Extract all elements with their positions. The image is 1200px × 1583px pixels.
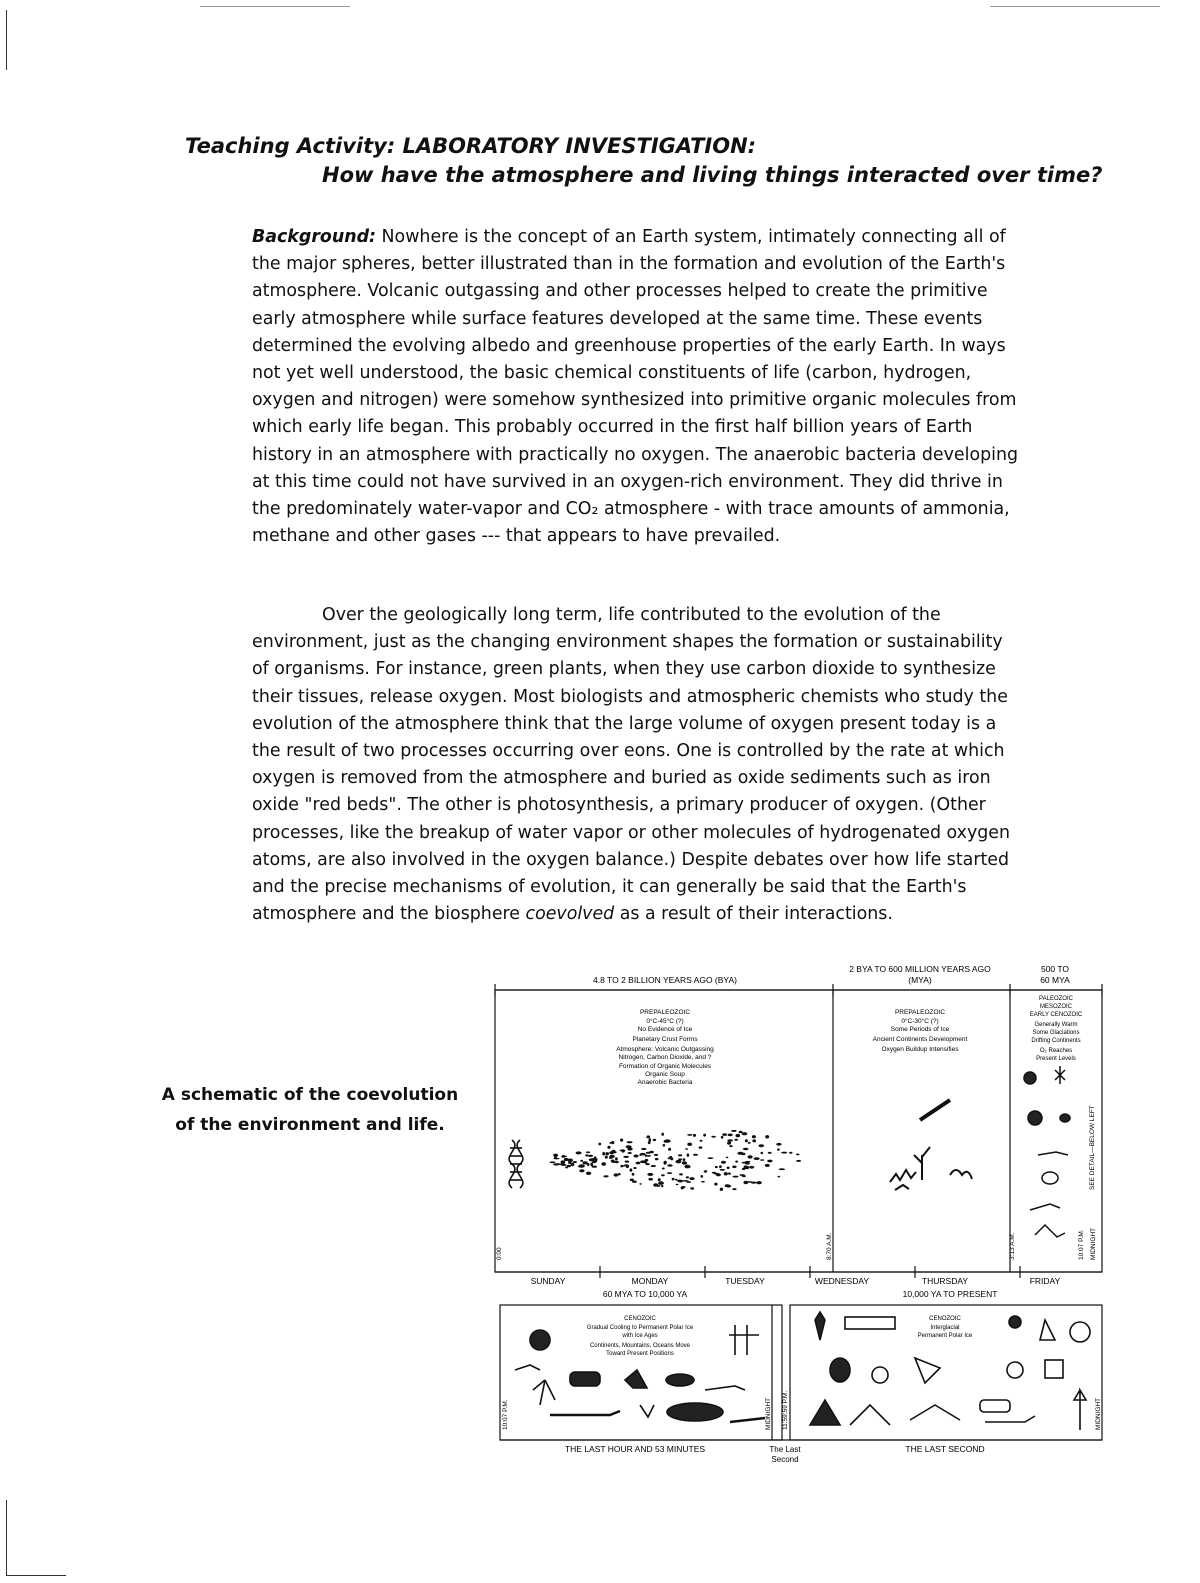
bacterium-dot bbox=[611, 1150, 615, 1153]
bl-time-left: 10:07 P.M. bbox=[502, 1399, 509, 1430]
bacterium-dot bbox=[735, 1161, 738, 1163]
bacterium-dot bbox=[732, 1166, 736, 1169]
bacterium-dot bbox=[641, 1148, 647, 1150]
bl-line-2: with Ice Ages bbox=[622, 1333, 658, 1339]
bacterium-dot bbox=[699, 1146, 703, 1148]
bacterium-dot bbox=[681, 1186, 684, 1189]
bacterium-dot bbox=[759, 1144, 765, 1147]
bacterium-dot bbox=[721, 1161, 726, 1164]
bacterium-dot bbox=[732, 1188, 736, 1190]
bacterium-dot bbox=[745, 1139, 748, 1142]
bacterium-dot bbox=[628, 1152, 632, 1154]
coevolution-paragraph bbox=[252, 602, 1022, 928]
bacterium-dot bbox=[661, 1185, 663, 1187]
bacterium-dot bbox=[687, 1143, 692, 1146]
bacterium-dot bbox=[704, 1170, 708, 1173]
bacterium-dot bbox=[728, 1172, 731, 1174]
bacterium-dot bbox=[654, 1154, 658, 1156]
bottom-right-footer: THE LAST SECOND bbox=[905, 1444, 985, 1454]
bacterium-dot bbox=[779, 1168, 785, 1170]
bacterium-dot bbox=[756, 1181, 762, 1184]
bacterium-dot bbox=[720, 1169, 726, 1171]
bacterium-dot bbox=[745, 1161, 750, 1163]
background-lead: Background: bbox=[252, 227, 377, 247]
bottom-right-header: 10,000 YA TO PRESENT bbox=[902, 1289, 998, 1299]
bacterium-dot bbox=[602, 1152, 605, 1156]
time-midnight: MIDNIGHT bbox=[1090, 1227, 1097, 1260]
bacterium-dot bbox=[649, 1138, 652, 1141]
panel1-line-3: Planetary Crust Forms bbox=[632, 1036, 698, 1043]
bacterium-dot bbox=[627, 1147, 632, 1150]
bacterium-dot bbox=[576, 1151, 582, 1154]
bacterium-dot bbox=[636, 1162, 641, 1165]
bacterium-dot bbox=[615, 1161, 618, 1163]
time-870: 8:70 A.M. bbox=[826, 1232, 833, 1260]
panel2-line-1: 0°C-30°C (?) bbox=[901, 1018, 939, 1025]
dna-helix-icon bbox=[509, 1140, 523, 1188]
bacterium-dot bbox=[664, 1161, 667, 1164]
bacterium-dot bbox=[682, 1180, 688, 1182]
panel1-line-5: Nitrogen, Carbon Dioxide, and ? bbox=[618, 1054, 712, 1061]
bacterium-dot bbox=[609, 1142, 612, 1144]
bacterium-dot bbox=[633, 1155, 638, 1158]
panel3-line-5: Drifting Continents bbox=[1031, 1038, 1081, 1044]
panel3-line-1: MESOZOIC bbox=[1039, 1004, 1073, 1010]
bacterium-dot bbox=[609, 1155, 615, 1158]
bacterium-dot bbox=[562, 1164, 566, 1166]
bacterium-dot bbox=[639, 1183, 641, 1185]
bacterium-dot bbox=[579, 1169, 584, 1172]
bacterium-dot bbox=[683, 1158, 686, 1161]
bacterium-dot bbox=[594, 1166, 597, 1168]
bacterium-dot bbox=[585, 1154, 588, 1156]
bacterium-dot bbox=[736, 1134, 741, 1137]
time-313: 3:13 A.M. bbox=[1009, 1232, 1016, 1260]
day-4: THURSDAY bbox=[921, 1276, 969, 1286]
day-1: MONDAY bbox=[631, 1276, 669, 1286]
bacterium-dot bbox=[739, 1131, 743, 1134]
bacterium-dot bbox=[588, 1155, 593, 1157]
caption-line-1: A schematic of the coevolution bbox=[161, 1085, 459, 1105]
bacterium-dot bbox=[556, 1163, 561, 1165]
bacterium-dot bbox=[744, 1165, 748, 1169]
bacterium-dot bbox=[614, 1173, 619, 1176]
title-line-1: Teaching Activity: LABORATORY INVESTIGATION: bbox=[185, 134, 757, 158]
bacterium-dot bbox=[760, 1159, 764, 1161]
day-0: SUNDAY bbox=[530, 1276, 566, 1286]
bacterium-dot bbox=[752, 1139, 756, 1142]
bacterium-dot bbox=[678, 1154, 682, 1156]
bacterium-dot bbox=[748, 1142, 751, 1144]
panel1-line-1: 0°C-45°C (?) bbox=[646, 1018, 684, 1025]
bacterium-dot bbox=[732, 1176, 738, 1178]
bottom-right-text bbox=[918, 1316, 973, 1339]
bacterium-dot bbox=[777, 1176, 780, 1178]
bacterium-dot bbox=[743, 1181, 748, 1185]
bacterium-dot bbox=[777, 1149, 780, 1151]
bacterium-dot bbox=[571, 1163, 575, 1166]
bl-line-1: Gradual Cooling to Permanent Polar Ice bbox=[586, 1325, 694, 1331]
bacterium-dot bbox=[644, 1160, 647, 1163]
bl-line-3: Continents, Mountains, Oceans Move bbox=[589, 1343, 691, 1349]
panel1-line-0: PREPALEOZOIC bbox=[639, 1009, 691, 1016]
day-2: TUESDAY bbox=[725, 1276, 765, 1286]
br-time-right: MIDNIGHT bbox=[1095, 1397, 1102, 1430]
bacterium-dot bbox=[714, 1183, 717, 1186]
bacterium-dot bbox=[765, 1164, 770, 1167]
panel3-line-3: Generally Warm bbox=[1034, 1022, 1078, 1028]
bacterium-dot bbox=[796, 1154, 799, 1156]
panel-3-text bbox=[1030, 996, 1083, 1062]
bacterium-dot bbox=[639, 1154, 642, 1156]
bacterium-dot bbox=[754, 1157, 760, 1160]
caption-line-2: of the environment and life. bbox=[175, 1115, 445, 1135]
bacterium-dot bbox=[693, 1154, 698, 1156]
bacterium-dot bbox=[646, 1135, 650, 1138]
bacterium-dot bbox=[553, 1158, 559, 1160]
bacterium-dot bbox=[693, 1134, 696, 1137]
bacterium-dot bbox=[561, 1160, 566, 1163]
bacterium-dot bbox=[662, 1168, 665, 1170]
bacterium-dot bbox=[742, 1132, 748, 1135]
paragraph2-before: Over the geologically long term, life contributed to the evolution of the environment, just as the changing environment shapes the formation or sustainability of organisms. For instance, green plants, when they use carbon dioxide to synthesize their tissues, release oxygen. Most biologists and atmospheric chemists who study the evolution of the atmosphere think that the large volume of oxygen present today is a the result of two processes occurring over eons. One is controlled by the rate at which oxygen is removed from the atmosphere and buried as oxide sediments such as iron oxide "red beds". The other is photosynthesis, a primary producer of oxygen. (Other processes, like the breakup of water vapor or other molecules of hydrogenated oxygen atoms, are also involved in the oxygen balance.) Despite debates over how life started and the precise mechanisms of evolution, it can generally be said that the Earth's atmosphere and the biosphere bbox=[252, 605, 1011, 925]
seaweed-icon bbox=[890, 1100, 972, 1190]
panel3-line-2: EARLY CENOZOIC bbox=[1029, 1012, 1083, 1018]
background-paragraph bbox=[252, 224, 1022, 550]
bacterium-dot bbox=[721, 1136, 724, 1139]
coevolution-schematic bbox=[490, 960, 1105, 1480]
panel3-line-0: PALEOZOIC bbox=[1039, 996, 1073, 1002]
panel2-line-3: Ancient Continents Development bbox=[872, 1036, 968, 1043]
bacterium-dot bbox=[565, 1166, 568, 1168]
panel-1-text bbox=[616, 1009, 714, 1086]
bacterium-dot bbox=[668, 1148, 671, 1151]
bottom-left-header: 60 MYA TO 10,000 YA bbox=[602, 1289, 688, 1299]
bacterium-dot bbox=[726, 1157, 729, 1159]
bacterium-dot bbox=[727, 1167, 730, 1170]
bl-time-right: MIDNIGHT bbox=[765, 1397, 772, 1430]
bacterium-dot bbox=[667, 1172, 672, 1174]
panel1-line-8: Anaerobic Bacteria bbox=[637, 1079, 693, 1086]
panel-2-text bbox=[873, 1009, 968, 1053]
bacterium-dot bbox=[582, 1161, 587, 1163]
bacterium-dot bbox=[739, 1174, 744, 1176]
bm-time: 11:59:59 P.M. bbox=[782, 1390, 789, 1430]
bacterium-dot bbox=[743, 1148, 749, 1150]
bacterium-dot bbox=[587, 1163, 589, 1166]
bacterium-dot bbox=[789, 1152, 792, 1154]
bacterium-dot bbox=[675, 1179, 678, 1181]
top-header-mid-1: 2 BYA TO 600 MILLION YEARS AGO bbox=[849, 964, 991, 974]
panel1-line-6: Formation of Organic Molecules bbox=[618, 1063, 712, 1070]
bacterium-dot bbox=[678, 1180, 683, 1183]
scan-edge-left bbox=[6, 10, 7, 70]
bacterium-dot bbox=[601, 1162, 606, 1165]
time-1007: 10:07 P.M. bbox=[1078, 1229, 1085, 1260]
bacterium-dot bbox=[765, 1135, 769, 1138]
bacterium-dot bbox=[593, 1159, 597, 1162]
panel1-line-2: No Evidence of Ice bbox=[637, 1026, 693, 1033]
bacterium-dot bbox=[685, 1148, 688, 1150]
bacterium-dot bbox=[752, 1135, 756, 1138]
bacterium-dot bbox=[607, 1146, 610, 1149]
bacterium-dot bbox=[625, 1161, 629, 1163]
bacterium-dot bbox=[720, 1188, 723, 1191]
bl-line-4: Toward Present Positions bbox=[606, 1351, 674, 1357]
panel3-side-note: SEE DETAIL—BELOW LEFT bbox=[1089, 1105, 1096, 1190]
bacterium-dot bbox=[661, 1174, 665, 1176]
bacterium-dot bbox=[620, 1150, 626, 1152]
bacterium-dot bbox=[767, 1160, 772, 1163]
bacterium-dot bbox=[715, 1166, 718, 1168]
panel2-line-2: Some Periods of Ice bbox=[890, 1026, 950, 1033]
bacterium-dot bbox=[727, 1142, 731, 1145]
bacterium-dot bbox=[685, 1165, 688, 1167]
panel3-line-7: Present Levels bbox=[1036, 1056, 1076, 1062]
bacterium-dot bbox=[776, 1143, 781, 1146]
bacterium-dot bbox=[731, 1130, 736, 1132]
bacterium-dot bbox=[651, 1165, 656, 1167]
bacterium-dot bbox=[708, 1157, 714, 1159]
paragraph2-after: as a result of their interactions. bbox=[614, 904, 893, 925]
bacterium-dot bbox=[627, 1141, 633, 1143]
bacterium-dot bbox=[745, 1162, 750, 1164]
bacterium-dot bbox=[646, 1152, 651, 1154]
cenozoic-animals-icon bbox=[515, 1325, 765, 1422]
bacterium-dot bbox=[573, 1161, 577, 1163]
br-line-2: Permanent Polar Ice bbox=[917, 1333, 973, 1339]
bacterium-dot bbox=[568, 1160, 571, 1164]
bacterium-dot bbox=[690, 1187, 694, 1189]
scan-edge-top bbox=[200, 6, 350, 7]
bacterium-dot bbox=[590, 1163, 593, 1166]
bacterium-dot bbox=[630, 1168, 633, 1171]
bacterium-dot bbox=[550, 1161, 556, 1163]
title-line-2: How have the atmosphere and living things interacted over time? bbox=[322, 163, 1103, 187]
bacterium-dot bbox=[605, 1152, 609, 1155]
bacterium-dot bbox=[687, 1153, 690, 1156]
bacterium-dot bbox=[781, 1152, 787, 1154]
background-text: Nowhere is the concept of an Earth system, intimately connecting all of the major spheres, better illustrated than in the formation and evolution of the Earth's atmosphere. Volcanic outgassing and other processes helped to create the primitive early atmosphere while surface features developed at the same time. These events determined the evolving albedo and greenhouse properties of the early Earth. In ways not yet well understood, the basic chemical constituents of life (carbon, hydrogen, oxygen and nitrogen) were somehow synthesized into primitive organic molecules from which early life began. This probably occurred in the first half billion years of Earth history in an atmosphere with practically no oxygen. The anaerobic bacteria developing at this time could not have survived in an oxygen-rich environment. They did thrive in the predominately water-vapor and CO₂ atmosphere - with trace amounts of ammonia, methane and other gases --- that appears to have prevailed. bbox=[252, 227, 1019, 547]
bacterium-dot bbox=[719, 1165, 722, 1168]
bacterium-dot bbox=[725, 1184, 730, 1187]
bacterium-dot bbox=[603, 1175, 608, 1177]
bacterium-dot bbox=[664, 1139, 670, 1142]
bacterium-dot bbox=[670, 1158, 673, 1161]
day-labels bbox=[531, 1276, 1061, 1286]
day-3: WEDNESDAY bbox=[814, 1276, 870, 1286]
bacterium-dot bbox=[578, 1166, 583, 1168]
bacterium-dot bbox=[564, 1158, 569, 1161]
bacterium-dot bbox=[618, 1173, 621, 1175]
top-header-mid-2: (MYA) bbox=[908, 975, 932, 985]
figure-caption bbox=[150, 1080, 470, 1140]
panel2-line-4: Oxygen Buildup Intensifies bbox=[881, 1046, 959, 1053]
time-0000: 0:00 bbox=[496, 1247, 503, 1260]
bacterium-dot bbox=[701, 1181, 705, 1183]
bottom-mid-footer-2: Second bbox=[771, 1455, 799, 1464]
bacterium-dot bbox=[722, 1133, 727, 1136]
bacterium-dot bbox=[598, 1143, 601, 1146]
bacterium-dot bbox=[714, 1173, 719, 1175]
top-header-right-2: 60 MYA bbox=[1040, 975, 1070, 985]
bacterium-dot bbox=[727, 1139, 733, 1141]
bacterium-dot bbox=[734, 1139, 738, 1141]
bacterium-dot bbox=[626, 1165, 630, 1168]
panel2-line-0: PREPALEOZOIC bbox=[894, 1009, 946, 1016]
bacterium-dot bbox=[682, 1161, 687, 1164]
bacterium-dot bbox=[658, 1178, 661, 1181]
bacterium-dot bbox=[633, 1167, 636, 1169]
bacterium-dot bbox=[689, 1177, 694, 1180]
bacterium-dot bbox=[678, 1158, 682, 1160]
panel1-line-7: Organic Soup bbox=[645, 1071, 685, 1078]
top-header-right-1: 500 TO bbox=[1040, 964, 1070, 974]
panel3-line-6: O₂ Reaches bbox=[1039, 1048, 1073, 1054]
bacterium-dot bbox=[620, 1139, 623, 1142]
panel1-line-4: Atmosphere: Volcanic Outgassing bbox=[616, 1046, 714, 1053]
bacterium-dot bbox=[737, 1152, 743, 1155]
bacterium-dot bbox=[648, 1178, 653, 1181]
bacterium-dot bbox=[663, 1144, 666, 1147]
bacterium-dot bbox=[703, 1134, 706, 1137]
bacterium-dot bbox=[711, 1136, 716, 1138]
bacterium-dot bbox=[658, 1181, 664, 1185]
scan-edge-left-2 bbox=[6, 1500, 7, 1575]
top-header-left: 4.8 TO 2 BILLION YEARS AGO (BYA) bbox=[593, 975, 737, 985]
day-5: FRIDAY bbox=[1029, 1276, 1061, 1286]
bacterium-dot bbox=[632, 1173, 635, 1176]
bacterium-dot bbox=[623, 1156, 629, 1158]
bacterium-dot bbox=[605, 1156, 608, 1159]
paragraph2-emphasis: coevolved bbox=[525, 904, 615, 925]
bacterium-dot bbox=[748, 1155, 753, 1158]
panel3-line-4: Some Glaciations bbox=[1032, 1030, 1080, 1036]
bacterium-dot bbox=[655, 1158, 659, 1160]
bacterium-dot bbox=[676, 1184, 679, 1186]
bacterium-dot bbox=[761, 1152, 764, 1154]
bottom-mid-footer-1: The Last bbox=[769, 1445, 801, 1454]
bacterium-dot bbox=[749, 1166, 754, 1169]
bacterium-dot bbox=[667, 1164, 672, 1167]
bacterium-dot bbox=[656, 1185, 660, 1187]
bacterium-dot bbox=[630, 1179, 634, 1182]
bacterium-dot bbox=[687, 1134, 692, 1136]
bacterium-dot bbox=[724, 1172, 728, 1175]
bacterium-dot bbox=[661, 1133, 664, 1136]
bacterium-dot bbox=[580, 1160, 583, 1162]
bacterium-dot bbox=[672, 1178, 675, 1181]
bacterium-dot bbox=[586, 1172, 591, 1175]
br-line-0: CENOZOIC bbox=[929, 1316, 961, 1322]
bacterium-dot bbox=[653, 1139, 656, 1141]
bottom-left-text bbox=[587, 1316, 694, 1357]
scan-edge-bottom bbox=[6, 1575, 66, 1576]
bacterium-dot bbox=[562, 1155, 565, 1158]
bacterium-dot bbox=[700, 1140, 703, 1142]
bl-line-0: CENOZOIC bbox=[624, 1316, 656, 1322]
bacterium-dot bbox=[768, 1152, 772, 1154]
bacterium-dot bbox=[728, 1134, 733, 1137]
bacterium-dot bbox=[796, 1160, 801, 1162]
bacteria-cloud-icon bbox=[550, 1130, 802, 1191]
scan-edge-top-2 bbox=[990, 6, 1160, 7]
bacterium-dot bbox=[615, 1157, 618, 1160]
bacterium-dot bbox=[679, 1173, 683, 1175]
bacterium-dot bbox=[586, 1151, 590, 1153]
br-line-1: Interglacial bbox=[930, 1325, 960, 1331]
bacterium-dot bbox=[620, 1165, 625, 1167]
bacterium-dot bbox=[701, 1175, 704, 1178]
bacterium-dot bbox=[647, 1173, 653, 1176]
bacterium-dot bbox=[686, 1176, 689, 1178]
bottom-left-footer: THE LAST HOUR AND 53 MINUTES bbox=[564, 1444, 706, 1454]
bacterium-dot bbox=[729, 1145, 732, 1147]
fossil-creatures-icon bbox=[1024, 1066, 1070, 1237]
